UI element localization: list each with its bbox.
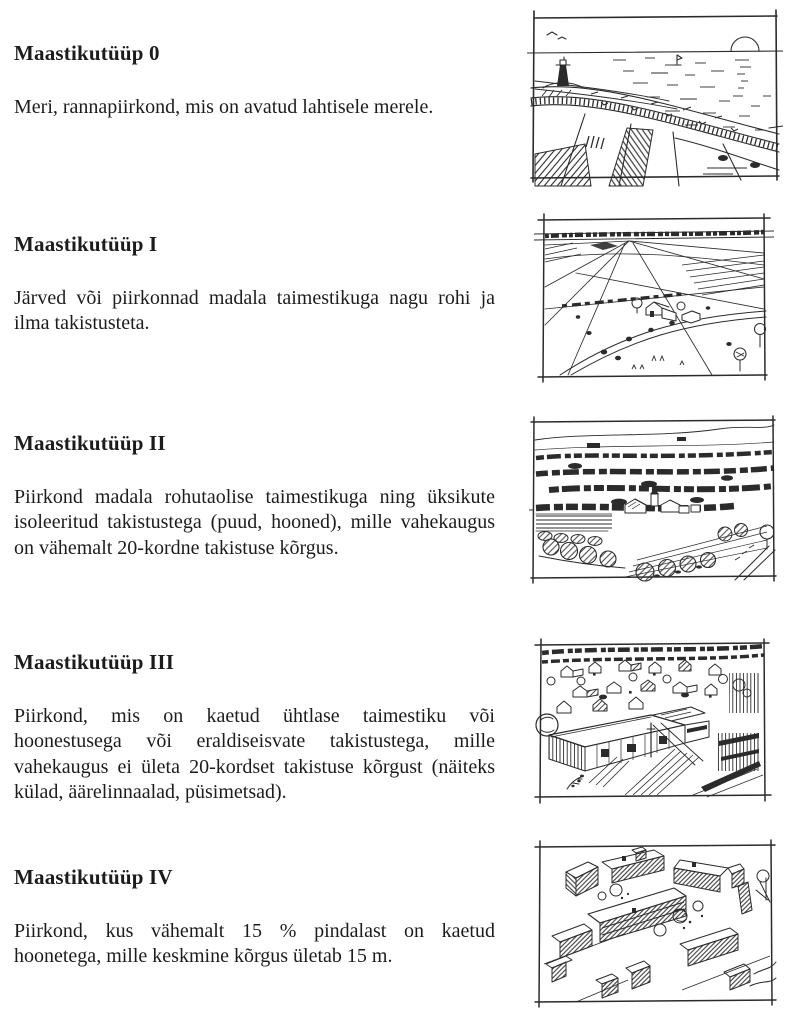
figure-landscape-type-3	[533, 637, 773, 805]
section-1-text	[14, 233, 495, 337]
dense-city-blocks-sketch-illustration	[532, 838, 780, 1010]
section-2-text	[14, 432, 495, 561]
landscape-type-heading: Maastikutüüp 0	[14, 41, 160, 65]
hedgerows-scattered-obstacles-sketch-illustration	[529, 414, 781, 586]
figure-landscape-type-4	[532, 838, 780, 1010]
open-sea-coastline-sketch-illustration	[527, 8, 783, 188]
landscape-type-description: Järved või piirkonnad madala taimestikuga nagu rohi ja ilma takistusteta.	[14, 287, 495, 335]
landscape-type-heading: Maastikutüüp IV	[14, 865, 173, 889]
landscape-type-heading: Maastikutüüp I	[14, 232, 158, 256]
figure-landscape-type-1	[534, 211, 774, 385]
section-0-text	[14, 42, 495, 120]
figure-landscape-type-0	[527, 8, 783, 188]
village-suburb-sketch-illustration	[533, 637, 773, 805]
landscape-type-description: Piirkond, mis on kaetud ühtlase taimestiku või hoonestusega või eraldiseisvate takistustega, mille vahekaugus ei ületa 20-kordset takistuse kõrgust (näiteks külad, äärelinnaalad, püsimetsad).	[14, 705, 495, 804]
landscape-type-heading: Maastikutüüp II	[14, 431, 166, 455]
flat-open-fields-sketch-illustration	[534, 211, 774, 385]
section-4-text	[14, 866, 495, 970]
figure-landscape-type-2	[529, 414, 781, 586]
landscape-type-description: Piirkond madala rohutaolise taimestikuga ning üksikute isoleeritud takistustega (puud, hooned), mille vahekaugus on vähemalt 20-kordne takistuse kõrgus.	[14, 486, 495, 559]
landscape-type-heading: Maastikutüüp III	[14, 650, 175, 674]
landscape-type-description: Piirkond, kus vähemalt 15 % pindalast on kaetud hoonetega, mille keskmine kõrgus ületab 15 m.	[14, 920, 495, 968]
landscape-type-description: Meri, rannapiirkond, mis on avatud lahtisele merele.	[14, 96, 434, 118]
section-3-text	[14, 651, 495, 806]
